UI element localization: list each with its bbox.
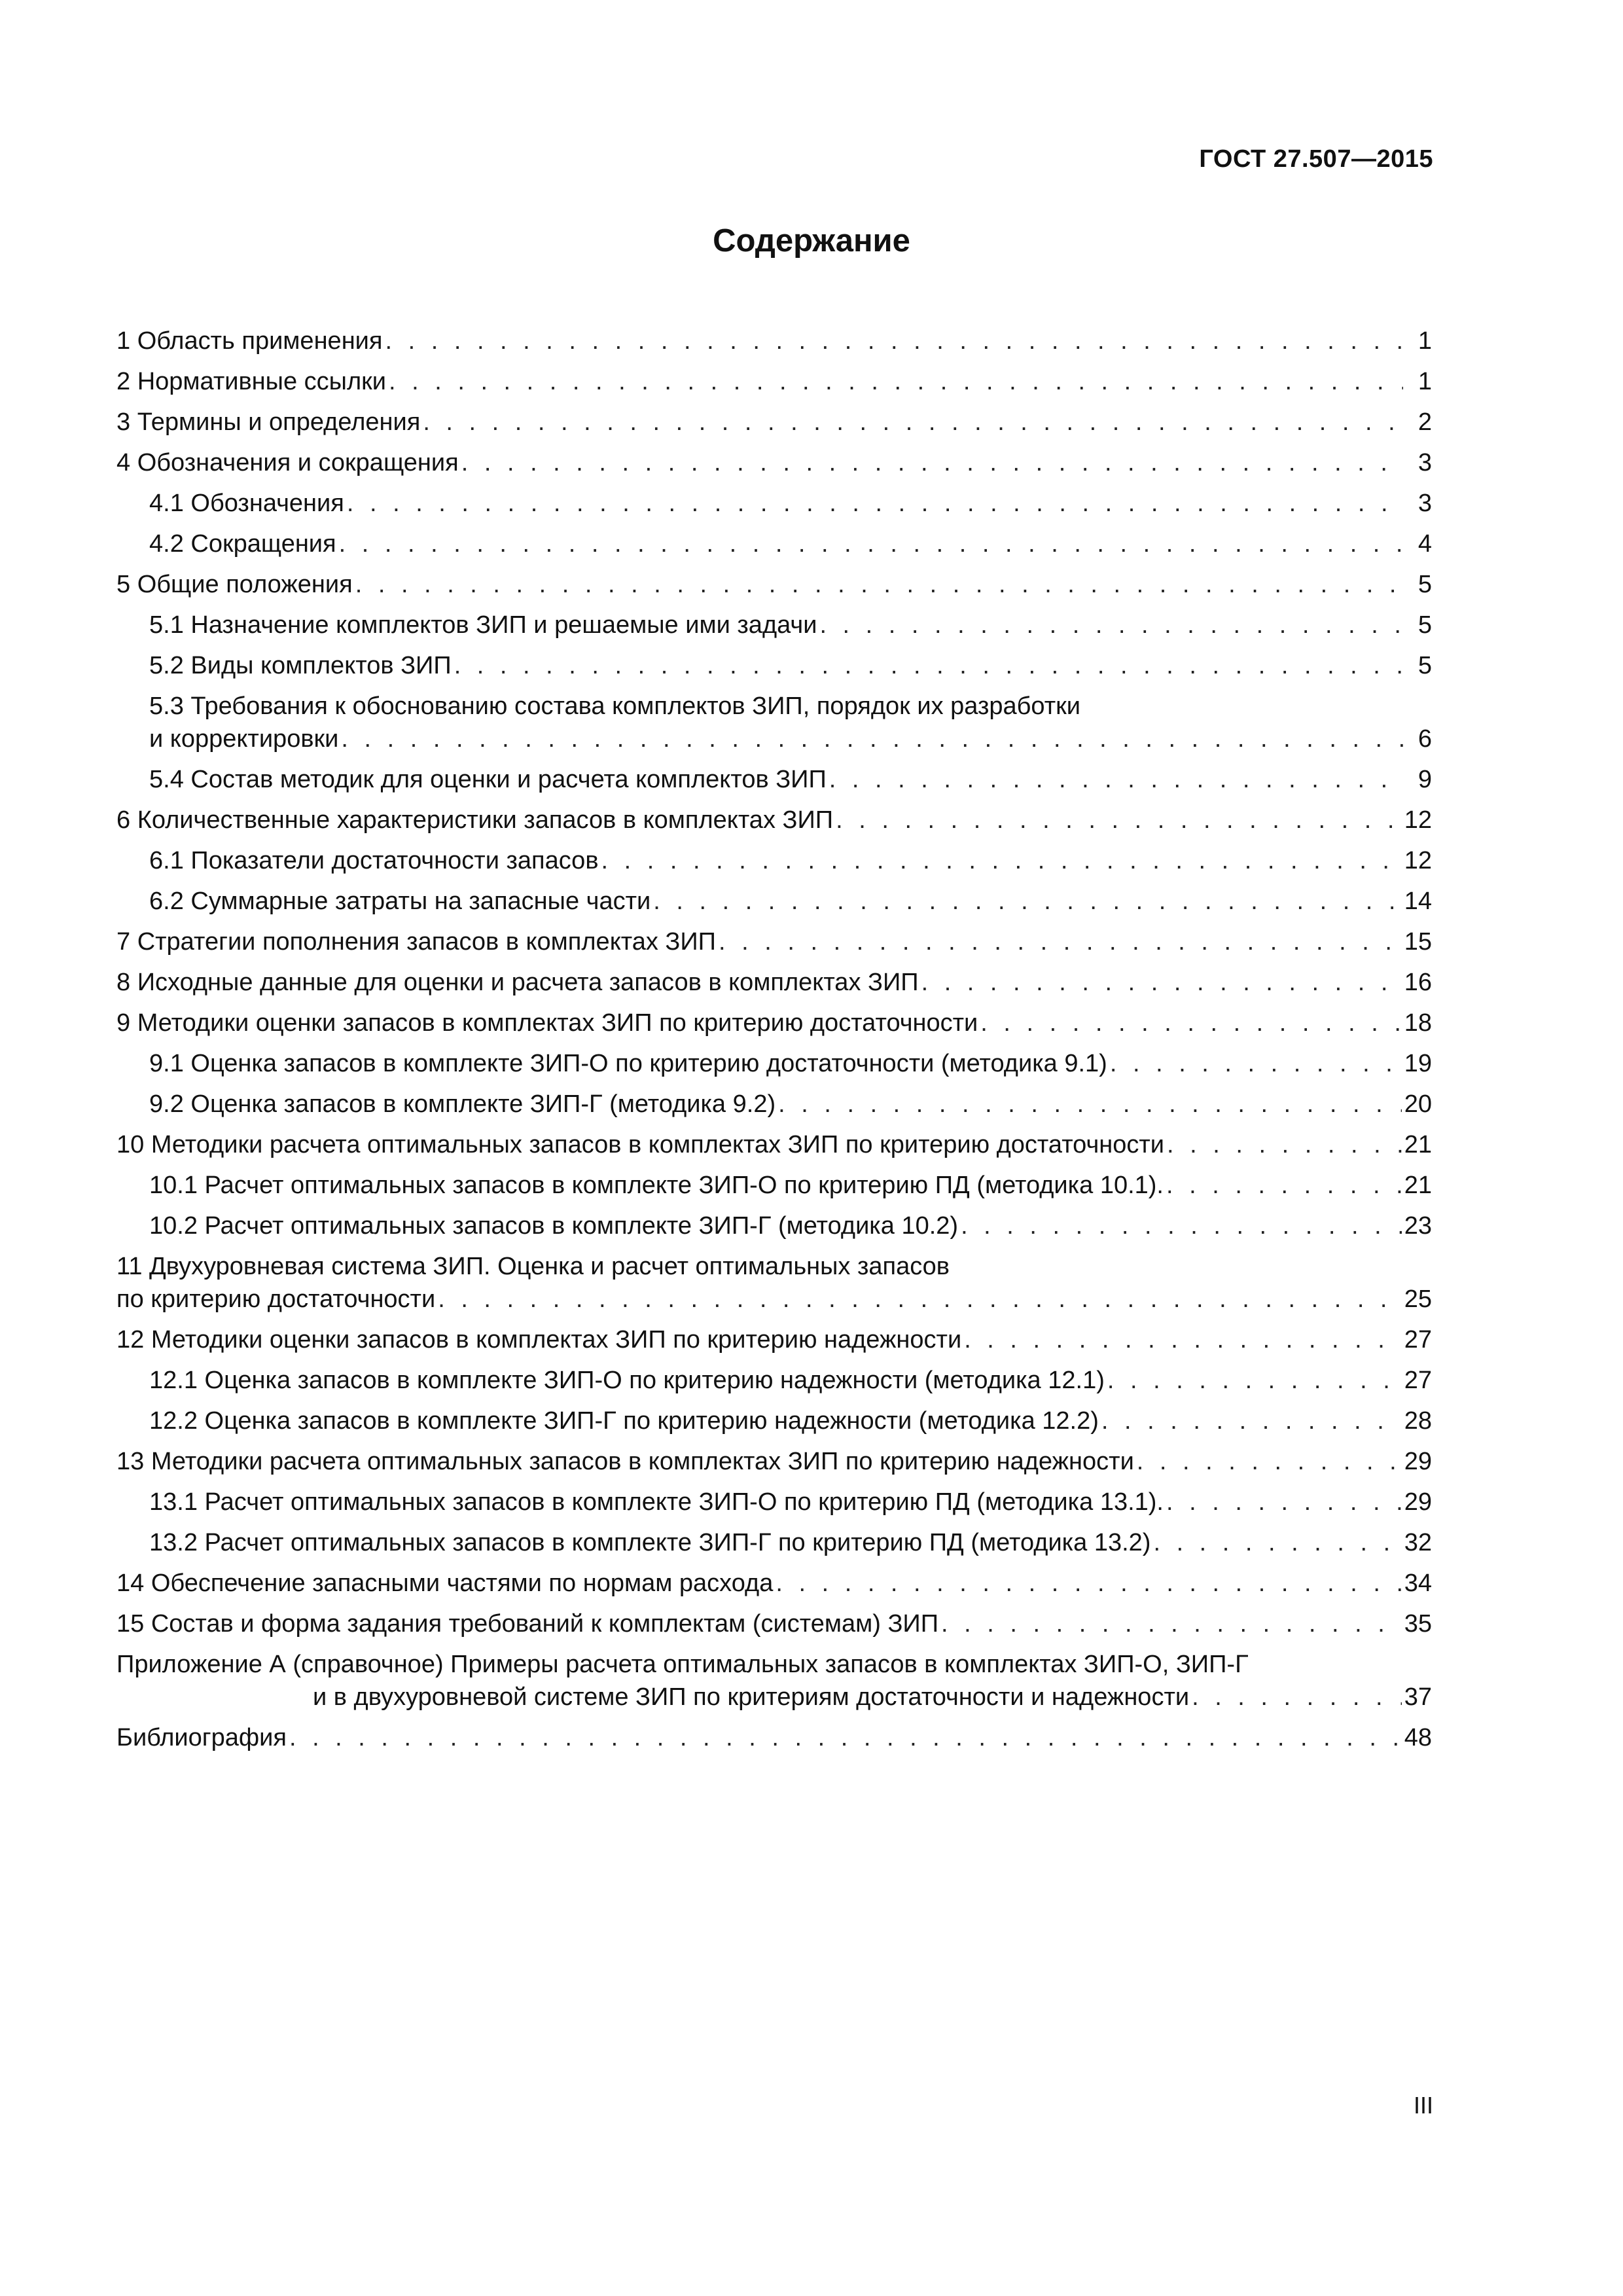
dot-leader [819,609,1403,641]
toc-entry-page: 3 [1418,449,1432,476]
toc-entry-label: 3 Термины и определения [116,408,421,436]
dot-leader [1166,1169,1402,1202]
dot-leader [438,1283,1402,1316]
toc-entry[interactable] [116,446,1432,479]
dot-leader [653,885,1401,918]
toc-entry[interactable] [116,1526,1432,1559]
toc-entry-label: 14 Обеспечение запасными частями по нормам расхода [116,1570,774,1597]
toc-entry-page: 9 [1418,766,1432,793]
toc-entry-label: 6.1 Показатели достаточности запасов [149,847,599,874]
toc-entry-page: 19 [1404,1050,1432,1077]
dot-leader [289,1721,1402,1754]
toc-entry-page: 48 [1404,1724,1432,1751]
toc-entry[interactable] [116,925,1432,958]
dot-leader [836,804,1402,836]
toc-entry-label: Библиография [116,1724,287,1751]
toc-entry-page: 2 [1418,408,1432,436]
toc-entry[interactable] [116,1445,1432,1478]
dot-leader [1137,1445,1402,1478]
dot-leader [339,528,1403,560]
page-number: III [1413,2092,1433,2119]
toc-entry-label: 12.1 Оценка запасов в комплекте ЗИП-О по критерию надежности (методика 12.1) [149,1367,1105,1394]
toc-entry-label-line1: 11 Двухуровневая система ЗИП. Оценка и расчет оптимальных запасов [116,1253,950,1280]
toc-entry-label: 13.2 Расчет оптимальных запасов в комплекте ЗИП-Г по критерию ПД (методика 13.2) [149,1529,1151,1556]
dot-leader [776,1567,1401,1600]
toc-entry-page: 25 [1404,1285,1432,1313]
dot-leader [778,1088,1402,1121]
dot-leader [1192,1681,1402,1713]
toc-entry-page: 16 [1404,969,1432,996]
toc-entry-page: 18 [1404,1009,1432,1037]
toc-entry[interactable] [116,649,1432,682]
toc-entry-page: 1 [1418,327,1432,355]
toc-entry[interactable] [116,365,1432,398]
toc-entry[interactable] [116,325,1432,357]
toc-entry[interactable] [116,528,1432,560]
toc-multiline-entry[interactable] [116,1648,1432,1713]
toc-entry-page: 27 [1404,1326,1432,1354]
toc-entry-label-line1: Приложение А (справочное) Примеры расчета оптимальных запасов в комплектах ЗИП-О, ЗИП-Г [116,1651,1249,1678]
toc-entry-label: 6 Количественные характеристики запасов в комплектах ЗИП [116,806,834,834]
toc-entry[interactable] [116,1007,1432,1039]
toc-entry-label: 15 Состав и форма задания требований к комплектам (системам) ЗИП [116,1610,939,1638]
toc-entry-page: 12 [1404,806,1432,834]
toc-entry[interactable] [116,1323,1432,1356]
toc-entry-page: 4 [1418,530,1432,558]
toc-entry-page: 12 [1404,847,1432,874]
toc-entry-label-line1: 5.3 Требования к обоснованию состава комплектов ЗИП, порядок их разработки [149,692,1080,720]
toc-title: Содержание [713,223,910,259]
toc-entry[interactable] [116,1047,1432,1080]
dot-leader [389,365,1403,398]
toc-entry-label: 6.2 Суммарные затраты на запасные части [149,888,651,915]
toc-entry-page: 23 [1404,1212,1432,1240]
dot-leader [454,649,1403,682]
toc-entry-label: 5.4 Состав методик для оценки и расчета комплектов ЗИП [149,766,827,793]
toc-entry-page: 21 [1404,1131,1432,1158]
dot-leader [385,325,1403,357]
dot-leader [461,446,1403,479]
toc-entry[interactable] [116,1486,1432,1518]
toc-entry-label: по критерию достаточности [116,1285,436,1313]
toc-entry-page: 35 [1404,1610,1432,1638]
toc-entry[interactable] [149,723,1432,755]
toc-entry-label: 4.2 Сокращения [149,530,336,558]
dot-leader [1167,1128,1402,1161]
toc-entry[interactable] [116,885,1432,918]
toc-entry[interactable] [116,763,1432,796]
toc-entry[interactable] [116,1210,1432,1242]
dot-leader [964,1323,1402,1356]
toc-entry-page: 5 [1418,611,1432,639]
toc-entry-label: 9.1 Оценка запасов в комплекте ЗИП-О по критерию достаточности (методика 9.1) [149,1050,1107,1077]
toc-entry-label: 12.2 Оценка запасов в комплекте ЗИП-Г по критерию надежности (методика 12.2) [149,1407,1099,1435]
toc-entry[interactable] [116,406,1432,439]
toc-entry-label: 4.1 Обозначения [149,490,344,517]
toc-entry[interactable] [116,804,1432,836]
toc-entry[interactable] [116,1607,1432,1640]
toc-entry-page: 1 [1418,368,1432,395]
dot-leader [829,763,1403,796]
toc-entry-label: 2 Нормативные ссылки [116,368,386,395]
toc-entry-label: 4 Обозначения и сокращения [116,449,459,476]
toc-entry-page: 5 [1418,571,1432,598]
toc-entry-label: 12 Методики оценки запасов в комплектах ЗИП по критерию надежности [116,1326,962,1354]
toc-multiline-entry[interactable] [116,690,1432,755]
toc-entry-page: 27 [1404,1367,1432,1394]
toc-entry-label: 1 Область применения [116,327,383,355]
toc-entry-label: 8 Исходные данные для оценки и расчета запасов в комплектах ЗИП [116,969,919,996]
toc-entry-label: 9 Методики оценки запасов в комплектах ЗИП по критерию достаточности [116,1009,978,1037]
table-of-contents [116,325,1432,1762]
toc-entry[interactable] [116,609,1432,641]
dot-leader [961,1210,1402,1242]
toc-entry[interactable] [116,568,1432,601]
toc-entry[interactable] [116,1283,1432,1316]
toc-entry-page: 6 [1418,725,1432,753]
toc-entry-label: 13 Методики расчета оптимальных запасов в комплектах ЗИП по критерию надежности [116,1448,1134,1475]
document-code: ГОСТ 27.507—2015 [1199,145,1433,173]
dot-leader [1107,1364,1402,1397]
toc-entry-label: 5.2 Виды комплектов ЗИП [149,652,452,679]
toc-entry-page: 15 [1404,928,1432,956]
dot-leader [347,487,1403,520]
toc-entry-label: и корректировки [149,725,339,753]
dot-leader [1110,1047,1402,1080]
toc-entry-page: 14 [1404,888,1432,915]
toc-entry-page: 29 [1404,1488,1432,1516]
dot-leader [1101,1405,1402,1437]
toc-entry[interactable] [116,1128,1432,1161]
toc-entry-label: 9.2 Оценка запасов в комплекте ЗИП-Г (методика 9.2) [149,1090,776,1118]
dot-leader [941,1607,1402,1640]
dot-leader [921,966,1402,999]
toc-entry-label: 10.2 Расчет оптимальных запасов в комплекте ЗИП-Г (методика 10.2) [149,1212,959,1240]
toc-entry[interactable] [116,1681,1432,1713]
dot-leader [1153,1526,1401,1559]
dot-leader [601,844,1402,877]
toc-entry-label: 10.1 Расчет оптимальных запасов в комплекте ЗИП-О по критерию ПД (методика 10.1). [149,1172,1164,1199]
toc-entry[interactable] [116,966,1432,999]
dot-leader [980,1007,1401,1039]
toc-entry-label: 13.1 Расчет оптимальных запасов в комплекте ЗИП-О по критерию ПД (методика 13.1). [149,1488,1164,1516]
toc-entry[interactable] [116,1721,1432,1754]
toc-entry-page: 21 [1404,1172,1432,1199]
toc-entry-page: 29 [1404,1448,1432,1475]
dot-leader [719,925,1402,958]
dot-leader [355,568,1403,601]
toc-entry[interactable] [116,1088,1432,1121]
dot-leader [423,406,1403,439]
toc-entry-label: 10 Методики расчета оптимальных запасов в комплектах ЗИП по критерию достаточности [116,1131,1165,1158]
toc-multiline-entry[interactable] [116,1250,1432,1316]
toc-entry-label: 7 Стратегии пополнения запасов в комплектах ЗИП [116,928,716,956]
toc-entry-page: 5 [1418,652,1432,679]
toc-entry-label: и в двухуровневой системе ЗИП по критериям достаточности и надежности [313,1683,1190,1711]
toc-entry[interactable] [116,1169,1432,1202]
toc-entry[interactable] [116,1405,1432,1437]
dot-leader [341,723,1403,755]
toc-entry-page: 28 [1404,1407,1432,1435]
toc-entry-page: 20 [1404,1090,1432,1118]
toc-entry-label: 5 Общие положения [116,571,353,598]
toc-entry[interactable] [116,1567,1432,1600]
toc-entry-page: 3 [1418,490,1432,517]
toc-entry-page: 32 [1404,1529,1432,1556]
toc-entry-page: 34 [1404,1570,1432,1597]
toc-entry[interactable] [116,844,1432,877]
dot-leader [1166,1486,1402,1518]
toc-entry-label: 5.1 Назначение комплектов ЗИП и решаемые ими задачи [149,611,817,639]
toc-entry[interactable] [116,487,1432,520]
toc-entry[interactable] [116,1364,1432,1397]
toc-entry-page: 37 [1404,1683,1432,1711]
